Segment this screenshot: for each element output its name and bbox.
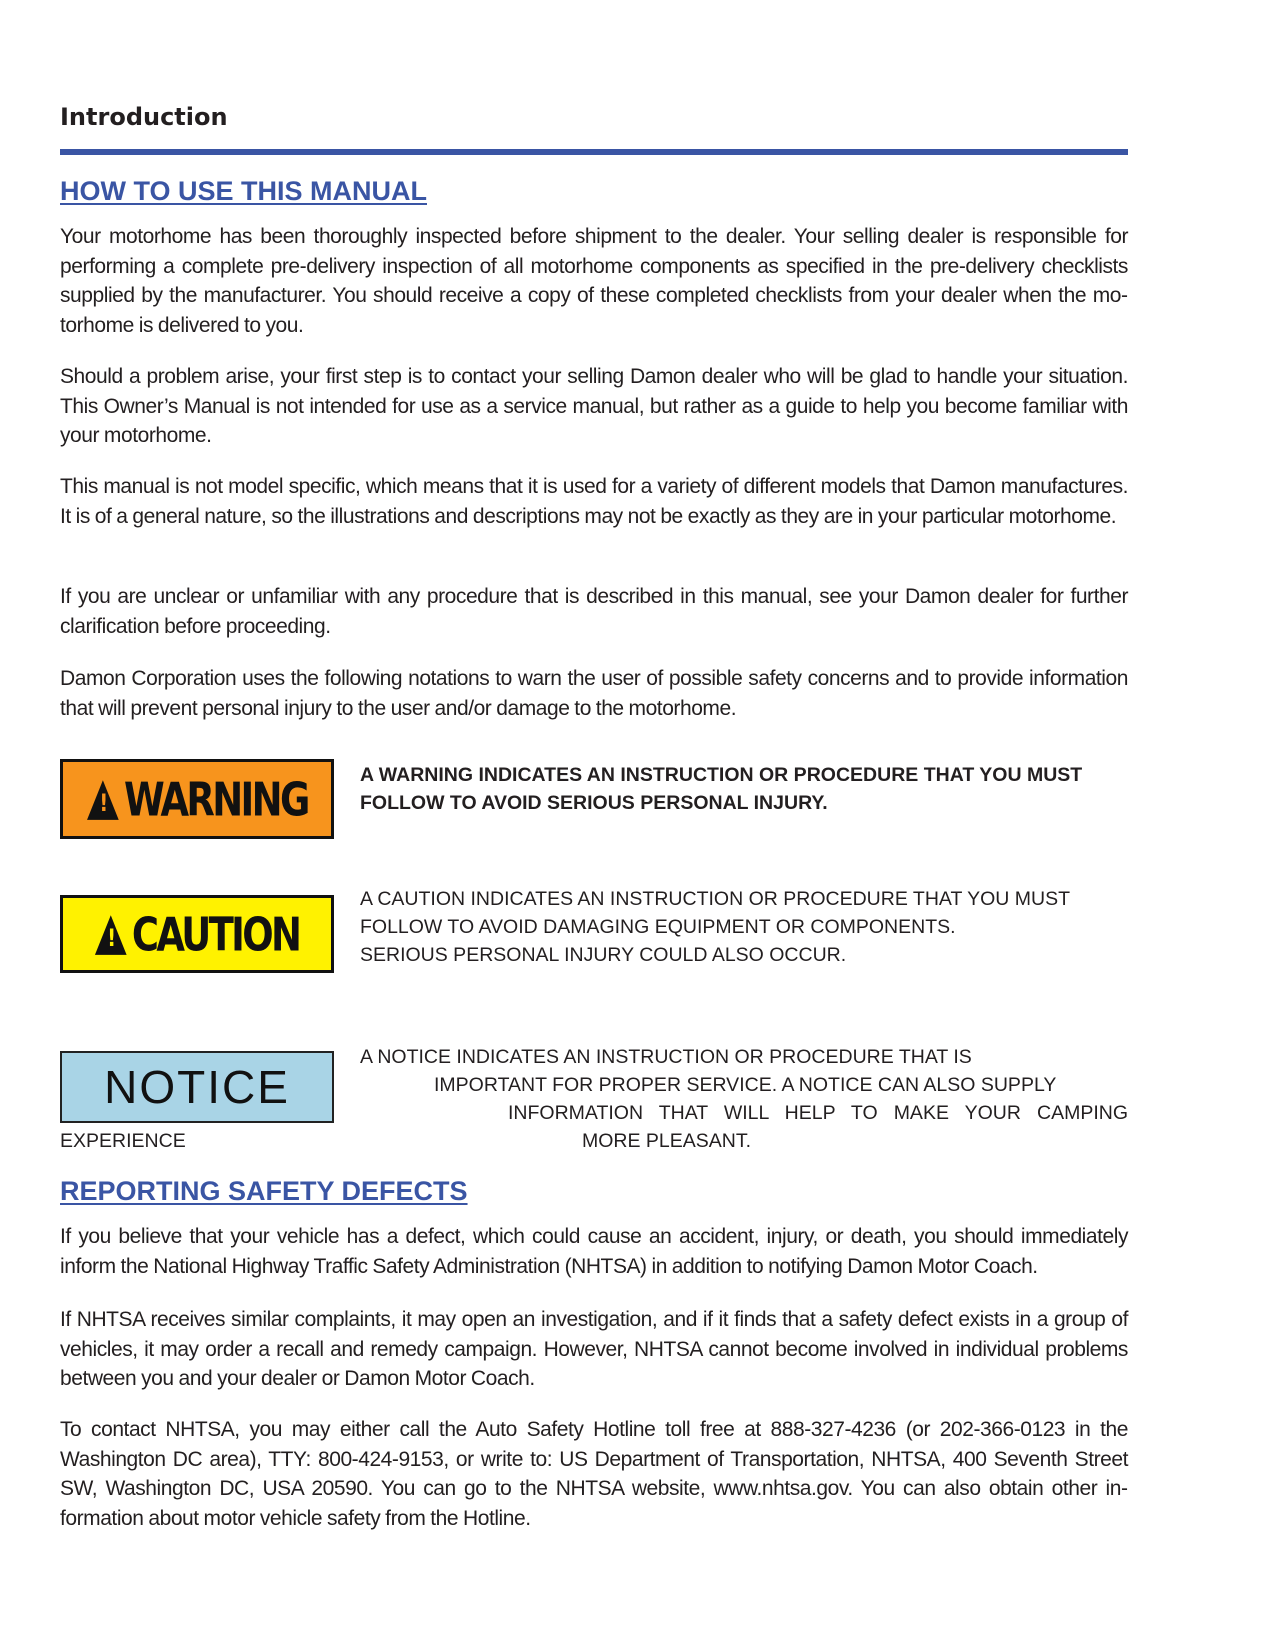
caution-sign	[60, 895, 334, 973]
notice-description-line: A NOTICE INDICATES AN INSTRUCTION OR PROCEDURE THAT IS	[360, 1046, 972, 1068]
intro-paragraph-2: Should a problem arise, your first step is to contact your selling Damon dealer who will be glad to handle your situation. This Owner’s Manual is not intended for use as a service manual, but rather as a guide to help you become familiar with your motorhome.	[60, 365, 1128, 447]
intro-paragraph-5: Damon Corporation uses the following notations to warn the user of possible safety concerns and to provide information that will prevent personal injury to the user and/or damage to the motorhome.	[60, 667, 1128, 720]
notice-sign	[60, 1051, 334, 1123]
reporting-paragraph-1: If you believe that your vehicle has a defect, which could cause an accident, injury, or death, you should immediately inform the National Highway Traffic Safety Administration (NHTSA) in addition to notifying Damon Motor Coach.	[60, 1225, 1128, 1278]
reporting-heading: REPORTING SAFETY DEFECTS	[60, 1176, 468, 1206]
notice-description-line: MORE PLEASANT.	[582, 1130, 752, 1152]
header-rule	[60, 149, 1128, 155]
reporting-paragraph-2: If NHTSA receives similar complaints, it may open an investigation, and if it finds that a safety defect exists in a group of vehicles, it may order a recall and remedy campaign. However, NHTSA cannot become involved in individual problems between you and your dealer or Damon Motor Coach.	[60, 1308, 1128, 1390]
section-label: Introduction	[60, 103, 228, 131]
caution-description-line: FOLLOW TO AVOID DAMAGING EQUIPMENT OR COMPONENTS.	[360, 916, 956, 938]
caution-description	[360, 885, 1128, 969]
caution-description-line: A CAUTION INDICATES AN INSTRUCTION OR PROCEDURE THAT YOU MUST	[360, 888, 1071, 910]
notice-description-line: IMPORTANT FOR PROPER SERVICE. A NOTICE CAN ALSO SUPPLY	[434, 1074, 1057, 1096]
notice-description-line: EXPERIENCE	[60, 1130, 186, 1152]
warning-description: A WARNING INDICATES AN INSTRUCTION OR PROCEDURE THAT YOU MUST FOLLOW TO AVOID SERIOUS PERSONAL INJURY.	[360, 764, 1083, 814]
caution-description-line: SERIOUS PERSONAL INJURY COULD ALSO OCCUR.	[360, 944, 847, 966]
intro-paragraph-3: This manual is not model specific, which means that it is used for a variety of different models that Damon manufactures. It is of a general nature, so the illustrations and descriptions may not be exactly as they are in your particular motorhome.	[60, 475, 1128, 528]
caution-sign-text: CAUTION	[131, 907, 300, 961]
intro-paragraph-4: If you are unclear or unfamiliar with any procedure that is described in this manual, see your Damon dealer for further clarification before proceeding.	[60, 585, 1128, 638]
reporting-paragraph-3: To contact NHTSA, you may either call the Auto Safety Hotline toll free at 888-327-4236 (or 202-366-0123 in the Washington DC area), TTY: 800-424-9153, or write to: US Department of Transportation, NHTSA, 400 Seventh Street SW, Washington DC, USA 20590. You can go to the NHTSA website, www.nhtsa.gov. You can also obtain other information about motor vehicle safety from the Hotline.	[60, 1418, 1128, 1530]
how-to-use-heading: HOW TO USE THIS MANUAL	[60, 176, 427, 206]
warning-triangle-icon	[87, 779, 119, 819]
notice-description-line: INFORMATION THAT WILL HELP TO MAKE YOUR CAMPING	[508, 1102, 1128, 1124]
intro-paragraph-1: Your motorhome has been thoroughly inspected before shipment to the dealer. Your selling dealer is responsible for performing a complete pre-delivery inspection of all motorhome components as specified in the pre-delivery checklists supplied by the manufacturer. You should receive a copy of these completed checklists from your dealer when the motorhome is delivered to you.	[60, 225, 1128, 337]
warning-sign	[60, 759, 334, 839]
notice-sign-text: NOTICE	[104, 1061, 290, 1113]
warning-sign-text: WARNING	[123, 772, 308, 826]
caution-triangle-icon	[95, 914, 127, 954]
